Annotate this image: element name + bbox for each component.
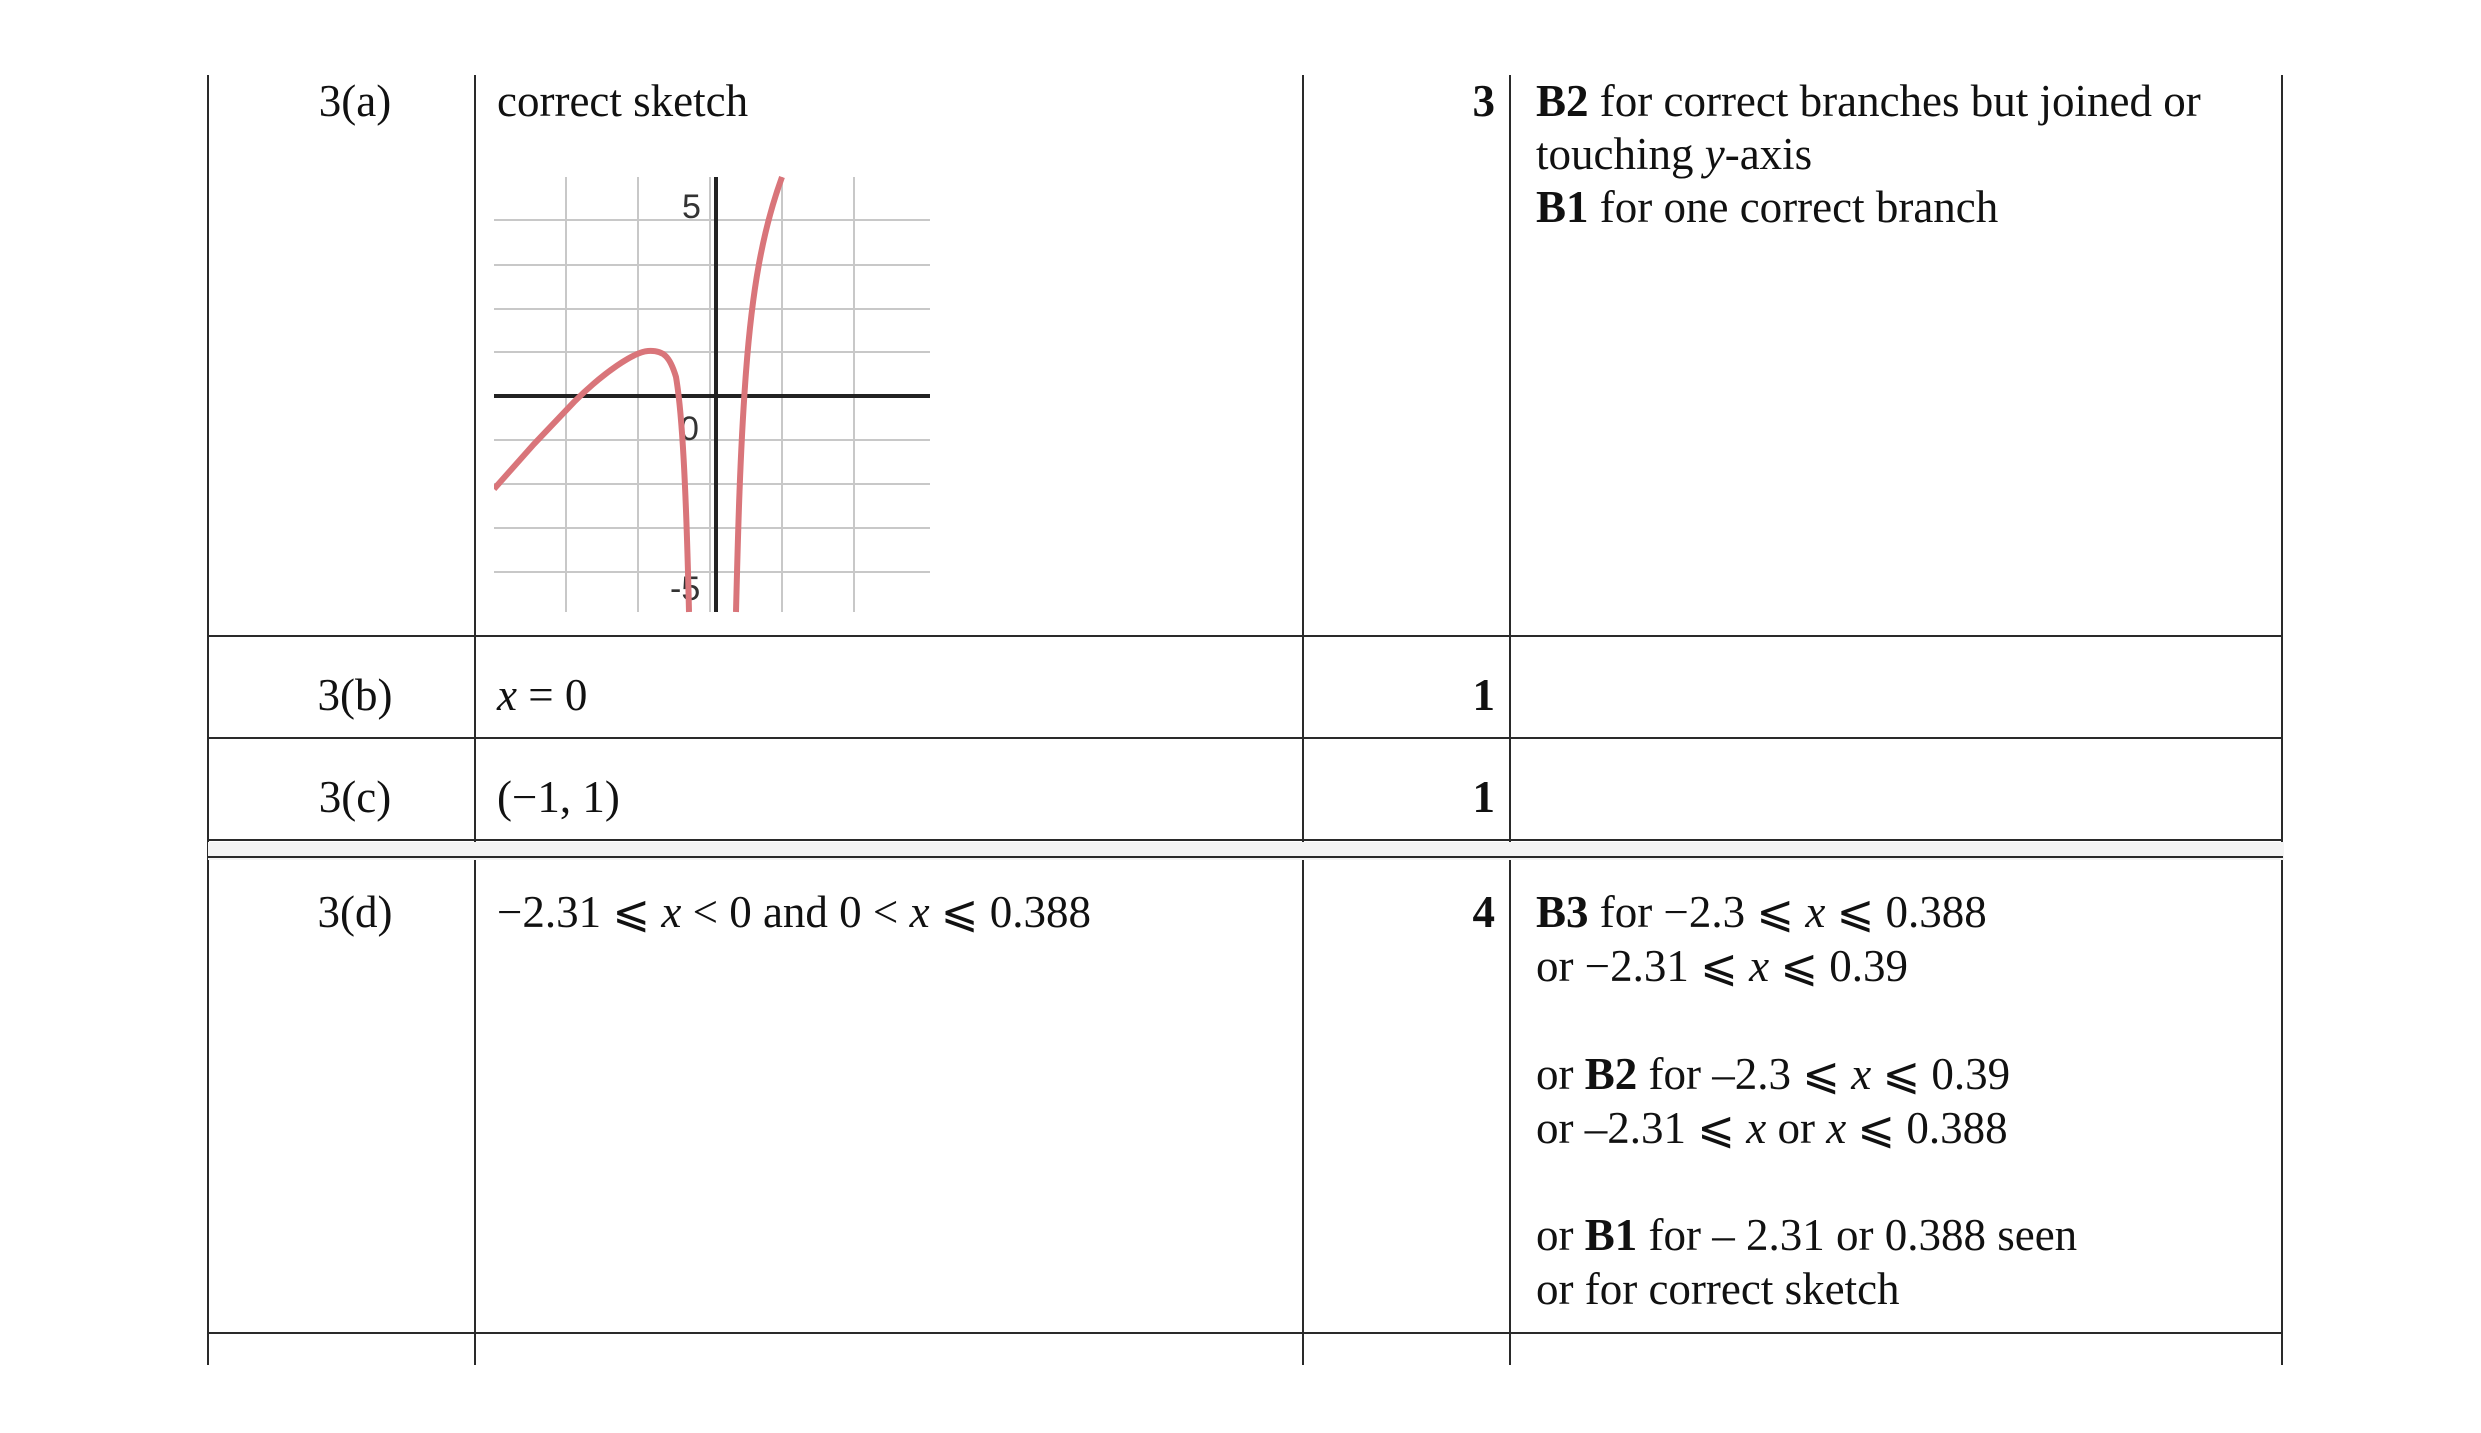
guidance-text: or <box>1536 1049 1585 1099</box>
guidance-text: for −2.3 ⩽ <box>1588 887 1806 937</box>
mark-code: B3 <box>1536 887 1589 937</box>
answer-text: correct sketch <box>497 76 749 126</box>
column-rule-guidance <box>1509 75 1511 1365</box>
math-variable: x <box>661 887 682 937</box>
math-variable: x <box>497 670 517 720</box>
guidance-line <box>1536 74 2201 128</box>
guidance-text: ⩽ 0.39 <box>1871 1049 2011 1099</box>
row-rule <box>207 635 2283 637</box>
marks-value: 1 <box>1472 772 1495 822</box>
question-number: 3(c) <box>318 772 392 822</box>
tick-label-bottom: -5 <box>670 570 701 608</box>
guidance-text: ⩽ 0.39 <box>1769 941 1909 991</box>
tick-label-origin: 0 <box>680 410 699 448</box>
math-variable: x <box>909 887 930 937</box>
answer-rest: = 0 <box>516 670 588 720</box>
math-variable: x <box>1746 1103 1767 1153</box>
guidance-text: or −2.31 ⩽ <box>1536 941 1750 991</box>
guidance-text: for correct branches but joined or <box>1588 76 2201 126</box>
answer-text <box>497 885 1091 939</box>
row-rule <box>207 1332 2283 1334</box>
question-number: 3(b) <box>317 670 393 720</box>
column-rule-right <box>2281 75 2283 1365</box>
mark-code: B1 <box>1584 1210 1638 1260</box>
guidance-line <box>1536 885 1987 939</box>
column-rule-answer <box>474 75 476 1365</box>
guidance-line <box>1536 939 1908 993</box>
guidance-line <box>1536 127 1812 181</box>
answer-part: ⩽ 0.388 <box>929 887 1092 937</box>
answer-text: (−1, 1) <box>497 772 620 822</box>
guidance-line <box>1536 180 1998 234</box>
guidance-line <box>1536 1208 2077 1262</box>
math-variable: x <box>1805 887 1826 937</box>
row-rule <box>207 856 2283 858</box>
column-rule-marks <box>1302 75 1304 1365</box>
mark-code: B2 <box>1584 1049 1638 1099</box>
guidance-line: or for correct sketch <box>1536 1264 1900 1314</box>
tick-label-top: 5 <box>682 188 701 226</box>
answer-text <box>497 668 587 722</box>
math-variable: y <box>1704 129 1725 179</box>
answer-part: −2.31 ⩽ <box>497 887 662 937</box>
mark-code: B2 <box>1536 76 1589 126</box>
marks-value: 1 <box>1472 670 1495 720</box>
guidance-text: or <box>1536 1210 1585 1260</box>
math-variable: x <box>1749 941 1770 991</box>
guidance-text: ⩽ 0.388 <box>1825 887 1987 937</box>
mark-code: B1 <box>1536 182 1589 232</box>
guidance-text: -axis <box>1724 129 1813 179</box>
question-number: 3(a) <box>318 76 392 126</box>
guidance-line <box>1536 1047 2010 1101</box>
question-number: 3(d) <box>317 887 393 937</box>
column-rule-left <box>207 75 209 1365</box>
answer-part: < 0 and 0 < <box>681 887 910 937</box>
row-rule <box>207 839 2283 841</box>
guidance-line <box>1536 1101 2008 1155</box>
guidance-text: for one correct branch <box>1588 182 1999 232</box>
marks-value: 4 <box>1472 887 1495 937</box>
guidance-text: or –2.31 ⩽ <box>1536 1103 1747 1153</box>
sketch-graph <box>494 172 934 617</box>
row-rule <box>207 737 2283 739</box>
guidance-text: or <box>1766 1103 1827 1153</box>
math-variable: x <box>1851 1049 1872 1099</box>
guidance-text: ⩽ 0.388 <box>1846 1103 2008 1153</box>
guidance-text: touching <box>1536 129 1705 179</box>
guidance-text: for – 2.31 or 0.388 seen <box>1637 1210 2078 1260</box>
guidance-text: for –2.3 ⩽ <box>1637 1049 1852 1099</box>
math-variable: x <box>1826 1103 1847 1153</box>
marks-value: 3 <box>1472 76 1495 126</box>
